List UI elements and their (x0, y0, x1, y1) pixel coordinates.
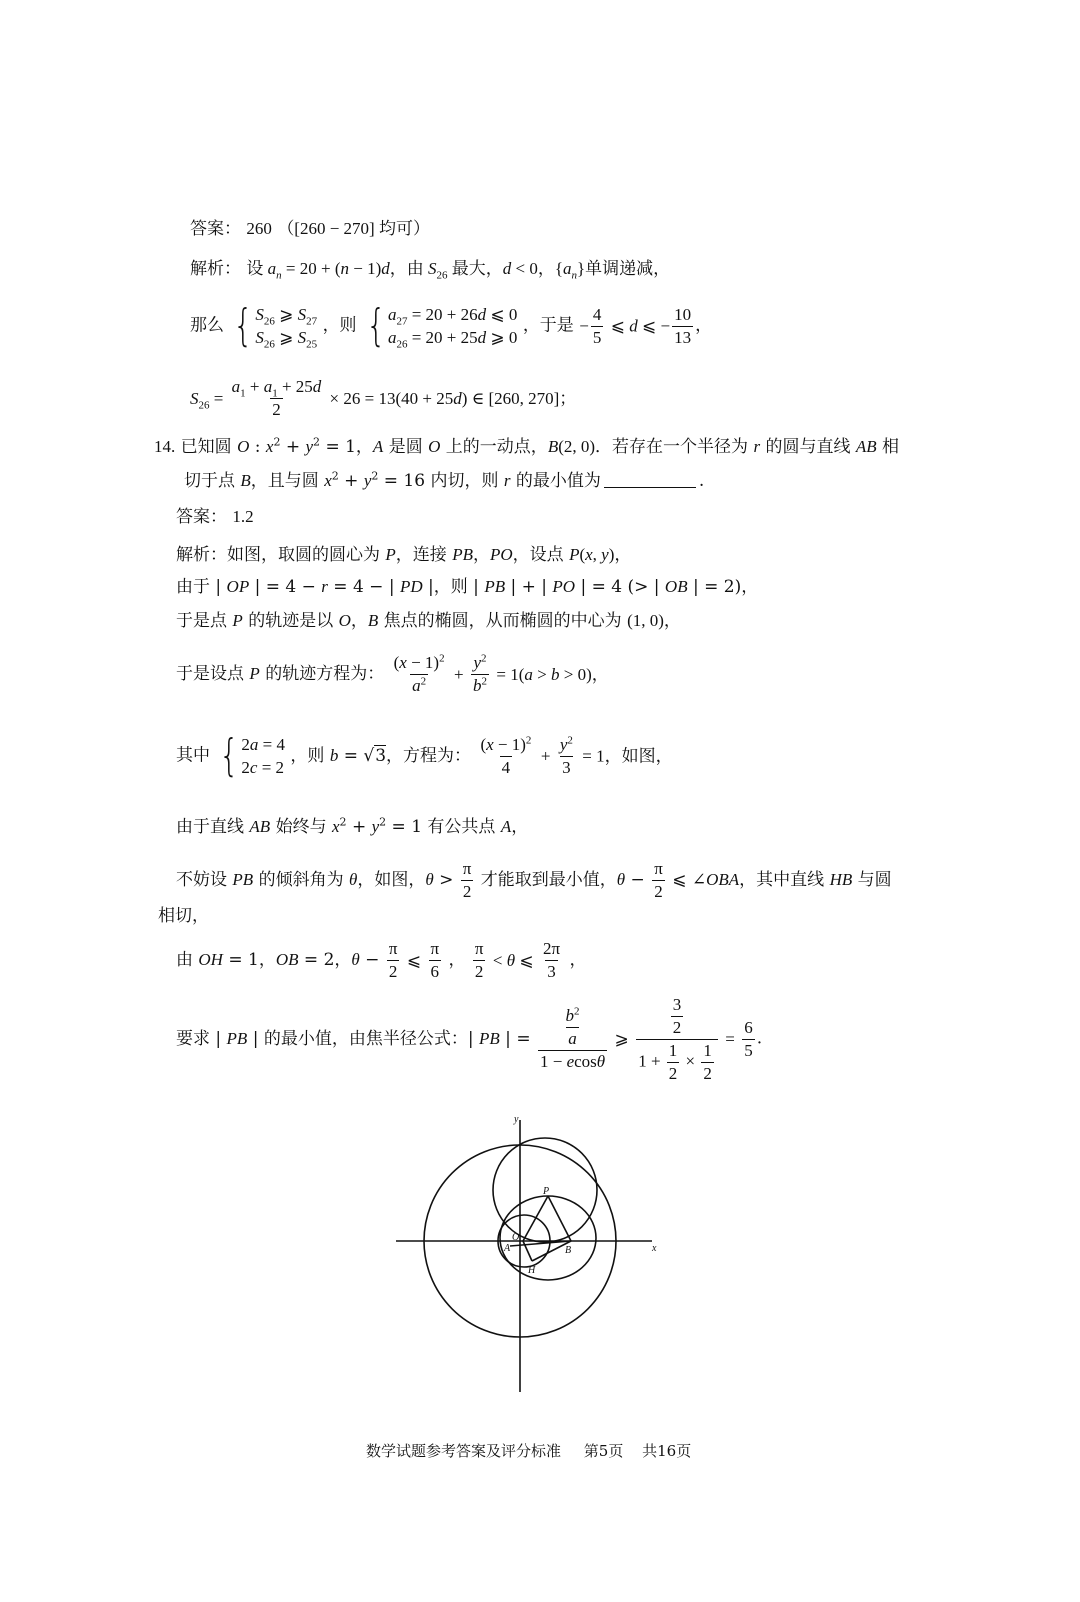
q14-stem-line-1: 14. 已知圆 O : $x^2 + y^2 = 1$，A 是圆 O 上的一动点，B(2, 0)．若存在一个半径为 r 的圆与直线 AB 相 (154, 435, 900, 457)
q14-analysis-line-3: 于是点 P 的轨迹是以 O，B 焦点的椭圆，从而椭圆的中心为 (1, 0)， (176, 611, 681, 631)
q14-analysis-line-10: 要求 | PB | 的最小值，由焦半径公式：| PB | = $\frac{\frac{b^2}{a}}{1 - ecos\theta}$ ⩾ $\frac{3}{2}$ 1 + $\frac{1}{2}$ × $\frac{1}{2}$ = $\frac{6}{5}$ . (176, 995, 763, 1083)
q14-analysis-line-1: 解析：如图，取圆的圆心为 P，连接 PB，PO，设点 P(x, y)， (176, 545, 632, 565)
footer-page: 第5页 (583, 1442, 624, 1460)
q14-analysis-line-4: 于是设点 P 的轨迹方程为： $\frac{(x - 1)^2}{a^2}$ + $\frac{y^2}{b^2}$ = 1(a > b > 0)， (176, 652, 609, 695)
geometry-figure (390, 1110, 670, 1400)
q14-answer-line (176, 508, 254, 526)
segment-pb (548, 1196, 571, 1241)
q14-analysis-line-9: 由 OH = 1，OB = 2，θ − $\frac{\pi}{2}$ ⩽ $\frac{\pi}{6}$ ， $\frac{\pi}{2}$ < θ ⩽ $\frac{2\pi}{3}$ ， (176, 939, 587, 981)
q14-analysis-line-8: 相切， (158, 906, 209, 926)
q14-analysis-line-5: 其中 { 2a = 4 2c = 2 ，则 b = √3，方程为： $\frac{(x - 1)^2}{4}$ + $\frac{y^2}{3}$ = 1，如图， (176, 730, 673, 781)
q14-analysis-line-7: 不妨设 PB 的倾斜角为 θ，如图，θ > $\frac{\pi}{2}$ 才能取到最小值，θ − $\frac{\pi}{2}$ ⩽ ∠OBA，其中直线 HB 与圆 (176, 859, 892, 901)
footer-title: 数学试题参考答案及评分标准 (366, 1442, 562, 1460)
question-number: 14. (154, 437, 176, 456)
q13-analysis-line-3: $S_{26}$ = $\frac{a_1 + a_1 + 25d}{2}$ × 26 = 13(40 + 25d) ∈ [260, 270]； (190, 377, 577, 419)
q14-analysis-line-6: 由于直线 AB 始终与 $x^2 + y^2 = 1$ 有公共点 A， (176, 815, 529, 837)
y-axis-label: y (514, 1114, 519, 1125)
page-footer (366, 1444, 691, 1459)
analysis-label: 解析： (190, 259, 241, 279)
q13-analysis-line-1: 解析： 设 $a_n = 20 + (n - 1)d$，由 $S_{26}$ 最大，d < 0，$\{a_n\}$单调递减， (190, 259, 671, 282)
analysis-label: 解析： (176, 545, 227, 565)
point-o-label: O (512, 1232, 520, 1243)
q14-stem-line-2: 切于点 B，且与圆 $x^2 + y^2 = 16$ 内切，则 r 的最小值为 . (184, 469, 705, 491)
answer-note: （[260 − 270] 均可） (277, 219, 430, 238)
q13-answer-line (190, 220, 430, 238)
x-axis-label: x (652, 1243, 657, 1254)
q14-analysis-line-2: 由于 | OP | = 4 − r = 4 − | PD |，则 | PB | + | PO | = 4 (> | OB | = 2)， (176, 577, 759, 597)
q13-analysis-line-2: 那么 { $S_{26}$ ⩾ $S_{27}$ $S_{26}$ ⩾ $S_{25}$ ，则 { $a_{27} = 20 + 26d$ ⩽ 0 $a_{26} = 20 + 25d$ ⩾ 0 ，于是 − $\frac{4}{5}$ ⩽ d ⩽ − $\frac{10}{13}$ ， (190, 300, 713, 351)
answer-blank (604, 487, 696, 488)
point-b-label: B (565, 1245, 572, 1256)
point-h-label: H (528, 1265, 536, 1276)
answer-value: 1.2 (232, 507, 254, 526)
point-a-label: A (504, 1243, 511, 1254)
segment-po (523, 1196, 548, 1241)
answer-label: 答案： (176, 507, 227, 527)
footer-total: 共16页 (642, 1442, 692, 1460)
answer-value: 260 (246, 219, 272, 238)
point-p-label: P (543, 1186, 550, 1197)
answer-label: 答案： (190, 219, 241, 239)
